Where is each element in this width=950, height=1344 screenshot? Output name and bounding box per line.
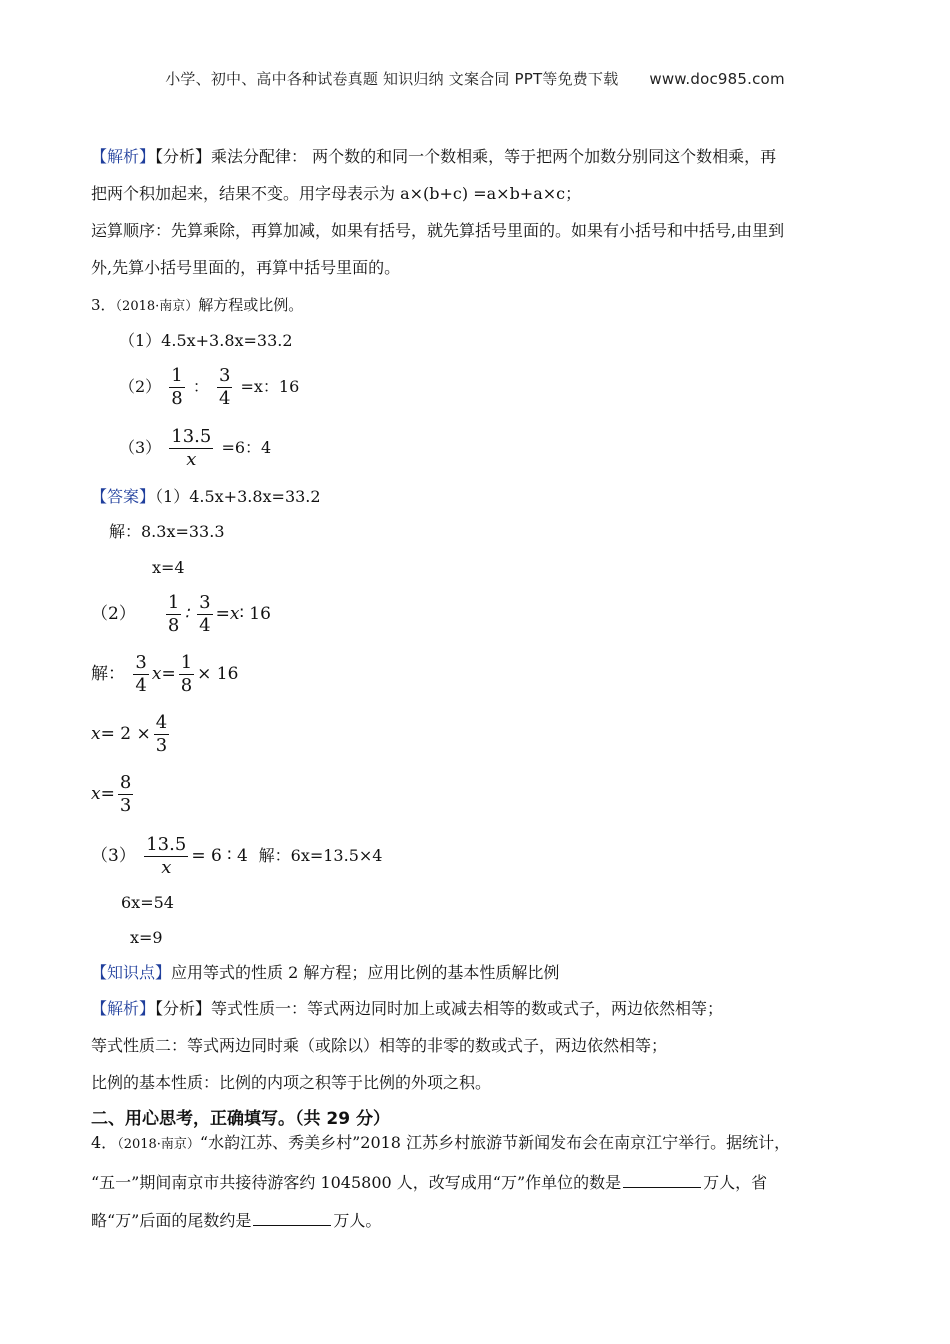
zhishidian-tag: 【知识点】 <box>91 963 172 982</box>
q4-text-1: “水韵江苏、秀美乡村”2018 江苏乡村旅游节新闻发布会在南京江宁举行。据统计， <box>199 1133 791 1152</box>
colon: ∶ <box>184 604 189 624</box>
a2-frac1 <box>166 592 181 637</box>
answer-3-step-2: x=9 <box>130 928 163 947</box>
q3-p2-frac1 <box>169 365 184 410</box>
answer-3 <box>91 834 382 879</box>
jiexi-tag-2: 【解析】 <box>91 999 156 1018</box>
den: 4 <box>135 675 147 696</box>
equals: = <box>100 784 115 804</box>
q4-line-1 <box>91 1133 790 1155</box>
den: 8 <box>167 615 180 636</box>
num: 1 <box>167 592 180 613</box>
a2-label: （2） <box>91 604 136 624</box>
q4-number: 4． <box>91 1133 118 1152</box>
q3-p3-label: （3） <box>119 438 162 457</box>
answer-3-step-1: 6x=54 <box>121 893 174 912</box>
den: 4 <box>218 388 231 409</box>
header-text: 小学、初中、高中各种试卷真题 知识归纳 文案合同 PPT等免费下载 <box>165 70 619 88</box>
a2-frac2 <box>197 592 212 637</box>
analysis-line-2: 把两个积加起来，结果不变。用字母表示为 a×(b+c) =a×b+a×c； <box>91 184 582 203</box>
den: x <box>186 449 197 470</box>
jiexi-tag: 【解析】 <box>91 147 156 166</box>
answer-1: （1）4.5x+3.8x=33.2 <box>155 487 321 506</box>
a3-frac <box>144 834 188 879</box>
analysis-text-1: 乘法分配律： 两个数的和同一个数相乘，等于把两个加数分别同这个数相乘，再 <box>211 147 777 166</box>
header-site: www.doc985.com <box>649 70 785 88</box>
analysis2-line-3: 比例的基本性质：比例的内项之积等于比例的外项之积。 <box>91 1073 492 1092</box>
q4-source: （2018·南京） <box>117 1137 200 1152</box>
analysis-line-4: 外,先算小括号里面的，再算中括号里面的。 <box>91 258 401 277</box>
answer-blank-2[interactable] <box>253 1209 331 1226</box>
answer-blank-1[interactable] <box>623 1171 701 1188</box>
den: 4 <box>199 615 211 636</box>
a3-jie: 解：6x=13.5×4 <box>258 846 383 865</box>
jie: 解： <box>91 664 125 684</box>
daan-tag: 【答案】 <box>91 487 156 506</box>
num: 3 <box>135 652 147 673</box>
q3-part1: （1）4.5x+3.8x=33.2 <box>119 331 293 350</box>
section-heading: 二、用心思考，正确填写。（共 29 分） <box>91 1109 390 1129</box>
analysis-line-3: 运算顺序：先算乘除，再算加减，如果有括号，就先算括号里面的。如果有小括号和中括号,由里到 <box>91 221 785 240</box>
q4-text-2a: “五一”期间南京市共接待游客约 1045800 人，改写成用“万”作单位的数是 <box>91 1173 622 1192</box>
q3-part3 <box>119 426 271 471</box>
den: 8 <box>171 388 183 409</box>
answer-1-step-1: 解：8.3x=33.3 <box>109 522 225 541</box>
q3-title <box>91 295 303 317</box>
q4-line-2 <box>91 1171 767 1193</box>
analysis2-line-1 <box>91 999 723 1019</box>
q3-p2-frac2 <box>217 365 232 410</box>
analysis2-text-1: 等式性质一：等式两边同时加上或减去相等的数或式子，两边依然相等； <box>211 999 724 1018</box>
var-x: x <box>229 604 240 624</box>
q3-title-text: 解方程或比例。 <box>198 296 304 314</box>
num: 4 <box>155 712 168 733</box>
answer-2-step-1 <box>91 652 238 697</box>
a2s2-frac <box>154 712 169 757</box>
q3-part2 <box>119 365 299 410</box>
q3-p2-tail: =x：16 <box>240 377 300 396</box>
num: 3 <box>218 365 231 386</box>
den: x <box>161 857 172 878</box>
den: 3 <box>119 795 132 816</box>
page-header <box>0 68 950 89</box>
analysis2-line-2: 等式性质二：等式两边同时乘（或除以）相等的非零的数或式子，两边依然相等； <box>91 1036 668 1055</box>
num: 1 <box>180 652 193 673</box>
equals: = <box>161 664 176 684</box>
q4-text-3a: 略“万”后面的尾数约是 <box>91 1211 252 1230</box>
q4-text-3b: 万人。 <box>333 1211 382 1230</box>
fenxi-tag: 【分析】 <box>155 147 212 166</box>
answer-2-step-3 <box>91 772 136 817</box>
q3-p2-label: （2） <box>119 377 162 396</box>
var-x: x <box>91 784 101 804</box>
answer-2 <box>91 592 271 637</box>
num: 13.5 <box>171 426 212 447</box>
num: 13.5 <box>146 834 187 855</box>
answer-line-1 <box>91 487 321 507</box>
analysis-line-1 <box>91 147 776 167</box>
answer-2-step-2 <box>91 712 172 757</box>
q3-p3-tail: =6：4 <box>221 438 272 457</box>
answer-1-step-2: x=4 <box>152 558 185 577</box>
q4-text-2b: 万人，省 <box>703 1173 768 1192</box>
a2s3-frac <box>118 772 133 817</box>
q3-number: 3． <box>91 296 116 314</box>
num: 1 <box>171 365 183 386</box>
a2-tail: ∶ 16 <box>239 604 271 624</box>
var-x: x <box>91 724 101 744</box>
num: 3 <box>199 592 211 613</box>
q3-source: （2018·南京） <box>115 299 199 314</box>
den: 8 <box>180 675 193 696</box>
a3-tail: = 6 ∶ 4 <box>191 846 248 866</box>
equals: = <box>215 604 230 624</box>
den: 3 <box>155 735 168 756</box>
q4-line-3 <box>91 1209 381 1231</box>
var-x: x <box>151 664 162 684</box>
num: 8 <box>119 772 132 793</box>
q3-p3-frac <box>169 426 213 471</box>
a3-label: （3） <box>91 846 136 866</box>
a2s1-tail: × 16 <box>197 664 239 684</box>
a2s1-frac2 <box>179 652 194 697</box>
fenxi-tag-2: 【分析】 <box>155 999 212 1018</box>
a2s1-frac1 <box>133 652 148 697</box>
knowledge-line <box>91 963 559 983</box>
colon: ： <box>192 377 209 396</box>
a2s2-mid: = 2 × <box>100 724 151 744</box>
knowledge-text: 应用等式的性质 2 解方程；应用比例的基本性质解比例 <box>171 963 560 982</box>
